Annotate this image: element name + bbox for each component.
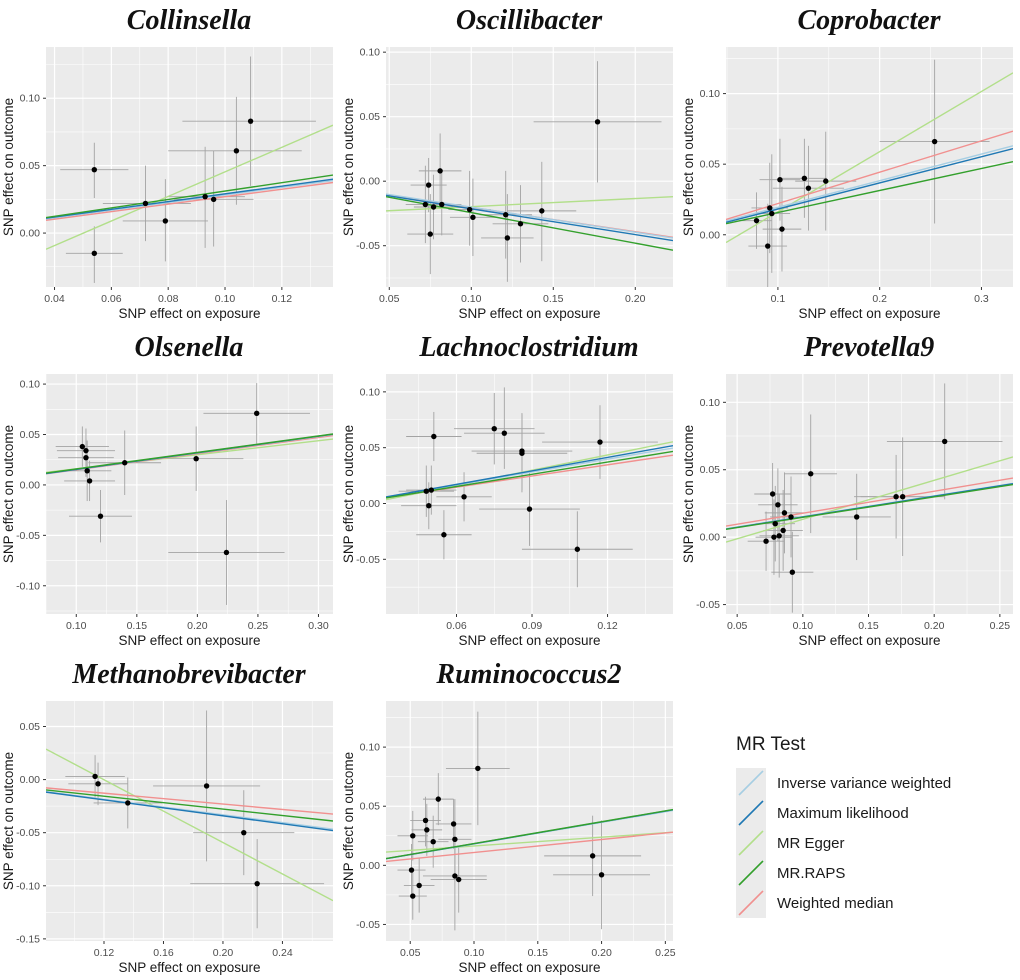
data-point [527,506,532,511]
legend-swatch [736,888,766,918]
data-point [467,207,472,212]
legend-swatch [736,858,766,888]
legend-item [736,798,1020,828]
data-point [802,176,807,181]
chart-canvas [340,42,680,326]
x-tick-label: 0.15 [126,620,148,632]
data-point [83,455,88,460]
y-tick-label: 0.00 [699,531,720,544]
x-tick-label: 0.12 [271,293,293,305]
y-tick-label: 0.00 [359,175,380,188]
data-point [492,426,497,431]
x-tick-label: 0.24 [272,947,293,959]
x-tick-label: 0.10 [214,293,236,305]
data-point [503,212,508,217]
x-tick-label: 0.04 [44,293,65,305]
x-axis-label: SNP effect on exposure [458,960,601,975]
data-point [767,205,772,210]
x-tick-label: 0.12 [93,947,115,959]
y-tick-label: 0.10 [699,88,720,101]
y-tick-label: 0.05 [19,160,40,173]
data-point [519,451,524,456]
y-tick-label: 0.05 [699,158,720,171]
x-tick-label: 0.20 [591,947,612,959]
y-tick-label: 0.00 [19,479,40,492]
legend-item [736,828,1020,858]
plot-panel [46,701,333,941]
y-tick-label: 0.05 [699,464,720,477]
x-axis-label: SNP effect on exposure [458,306,601,321]
y-tick-label: -0.05 [16,827,40,840]
data-point [426,182,431,187]
data-point [248,118,253,123]
y-axis-label: SNP effect on outcome [341,97,356,237]
y-tick-label: 0.05 [359,111,380,124]
x-axis-label: SNP effect on exposure [118,633,261,648]
x-tick-label: 0.16 [153,947,174,959]
data-point [441,532,446,537]
y-tick-label: 0.00 [19,774,40,787]
x-tick-label: 0.12 [597,620,618,632]
y-tick-label: -0.10 [16,580,40,593]
data-point [806,185,811,190]
chart-cell [340,327,680,654]
data-point [410,833,415,838]
data-point [92,774,97,779]
data-point [575,547,580,552]
data-point [234,148,239,153]
y-tick-label: -0.05 [356,240,380,253]
data-point [436,796,441,801]
y-tick-label: 0.10 [19,378,40,391]
x-axis-label: SNP effect on exposure [118,306,261,321]
x-tick-label: 0.15 [858,620,879,632]
x-tick-label: 0.25 [655,947,676,959]
data-point [431,434,436,439]
data-point [823,178,828,183]
chart-cell [0,0,340,327]
y-axis-label: SNP effect on outcome [681,97,696,237]
x-tick-label: 0.15 [543,293,564,305]
x-tick-label: 0.15 [527,947,549,959]
data-point [763,538,768,543]
legend-items [736,768,1020,918]
legend-item-label: MR Egger [777,834,845,852]
x-tick-label: 0.25 [247,620,269,632]
legend-item-label: Maximum likelihood [777,804,909,822]
y-tick-label: -0.10 [16,880,40,893]
data-point [777,177,782,182]
chart-cell [340,654,680,980]
y-tick-label: 0.00 [19,227,40,240]
data-point [788,514,793,519]
data-point [505,235,510,240]
y-tick-label: -0.15 [16,933,40,946]
data-point [92,251,97,256]
data-point [416,883,421,888]
y-tick-label: -0.05 [16,529,40,542]
data-point [932,139,937,144]
y-axis-label: SNP effect on outcome [1,751,16,891]
data-point [854,514,859,519]
data-point [80,444,85,449]
y-tick-label: 0.05 [19,720,40,733]
legend-item-label: Inverse variance weighted [777,774,952,792]
chart-cell [680,0,1020,327]
chart-cell [340,0,680,327]
y-tick-label: 0.05 [359,800,380,813]
legend-swatch [736,768,766,798]
y-axis-label: SNP effect on outcome [1,97,16,237]
data-point [409,867,414,872]
y-tick-label: -0.05 [356,918,380,931]
chart-cell [0,327,340,654]
legend-item-label: MR.RAPS [777,864,846,882]
data-point [122,460,127,465]
y-tick-label: 0.10 [359,386,380,399]
y-tick-label: 0.00 [699,229,720,242]
plot-panel [386,701,673,941]
data-point [502,430,507,435]
data-point [430,839,435,844]
x-tick-label: 0.10 [461,293,482,305]
data-point [780,528,785,533]
data-point [599,872,604,877]
legend-swatch [736,828,766,858]
x-tick-label: 0.08 [157,293,179,305]
data-point [782,510,787,515]
chart-cell [680,327,1020,654]
legend-item [736,768,1020,798]
x-tick-label: 0.2 [872,293,887,305]
chart-title: Lachnoclostridium [419,332,639,363]
y-axis-label: SNP effect on outcome [1,424,16,564]
chart-canvas [0,696,340,980]
data-point [211,197,216,202]
data-point [769,211,774,216]
x-tick-label: 0.06 [446,620,467,632]
chart-title: Methanobrevibacter [72,659,306,690]
x-axis-label: SNP effect on exposure [798,633,941,648]
plot-panel [46,47,333,287]
data-point [224,550,229,555]
data-point [424,489,429,494]
data-point [202,194,207,199]
data-point [428,231,433,236]
data-point [597,439,602,444]
x-axis-label: SNP effect on exposure [798,306,941,321]
data-point [942,439,947,444]
data-point [771,534,776,539]
y-tick-label: 0.10 [359,46,380,59]
y-tick-label: 0.00 [359,497,380,510]
x-tick-label: 0.10 [463,947,485,959]
data-point [241,830,246,835]
chart-cell [0,654,340,980]
y-axis-label: SNP effect on outcome [341,751,356,891]
data-point [424,827,429,832]
data-point [452,837,457,842]
data-point [254,411,259,416]
data-point [439,202,444,207]
x-tick-label: 0.10 [792,620,814,632]
data-point [451,821,456,826]
chart-canvas [680,369,1020,653]
chart-title: Prevotella9 [803,332,935,363]
y-axis-label: SNP effect on outcome [681,424,696,564]
data-point [776,533,781,538]
chart-title: Coprobacter [797,5,941,36]
data-point [770,491,775,496]
data-point [590,853,595,858]
data-point [143,201,148,206]
chart-title: Ruminococcus2 [436,659,622,690]
data-point [461,494,466,499]
data-point [254,881,259,886]
data-point [204,783,209,788]
legend-item-label: Weighted median [777,894,894,912]
data-point [900,494,905,499]
x-tick-label: 0.20 [923,620,945,632]
chart-canvas [340,696,680,980]
data-point [765,243,770,248]
chart-title: Olsenella [134,332,244,363]
chart-canvas [0,42,340,326]
data-point [410,893,415,898]
legend-swatch [736,798,766,828]
y-tick-label: 0.10 [19,92,40,105]
x-tick-label: 0.09 [521,620,543,632]
data-point [163,218,168,223]
data-point [893,494,898,499]
data-point [426,503,431,508]
data-point [84,468,89,473]
data-point [470,215,475,220]
data-point [92,167,97,172]
x-tick-label: 0.20 [625,293,646,305]
data-point [475,766,480,771]
data-point [423,202,428,207]
data-point [95,781,100,786]
data-point [437,168,442,173]
chart-canvas [340,369,680,653]
legend-item [736,888,1020,918]
legend [680,654,1020,980]
x-tick-label: 0.20 [187,620,208,632]
data-point [423,818,428,823]
x-tick-label: 0.05 [726,620,748,632]
data-point [539,208,544,213]
data-point [790,570,795,575]
chart-title: Oscillibacter [455,5,603,36]
data-point [773,521,778,526]
y-axis-label: SNP effect on outcome [341,424,356,564]
chart-title: Collinsella [126,5,252,36]
data-point [87,478,92,483]
legend-title: MR Test [736,734,806,755]
data-point [98,513,103,518]
x-axis-label: SNP effect on exposure [118,960,261,975]
data-point [808,471,813,476]
chart-canvas [0,369,340,653]
y-tick-label: -0.05 [696,599,720,612]
x-tick-label: 0.05 [379,293,400,305]
y-tick-label: -0.05 [356,553,380,566]
data-point [125,800,130,805]
x-tick-label: 0.30 [308,620,329,632]
x-tick-label: 0.20 [212,947,234,959]
data-point [595,119,600,124]
x-tick-label: 0.25 [989,620,1011,632]
data-point [431,204,436,209]
data-point [429,487,434,492]
legend-item [736,858,1020,888]
x-tick-label: 0.1 [770,293,786,305]
y-tick-label: 0.10 [359,741,380,754]
plot-panel [46,374,333,614]
data-point [775,502,780,507]
y-tick-label: 0.05 [359,442,380,455]
data-point [518,221,523,226]
x-tick-label: 0.05 [400,947,421,959]
x-tick-label: 0.3 [974,293,989,305]
data-point [83,448,88,453]
x-tick-label: 0.06 [101,293,122,305]
x-tick-label: 0.10 [66,620,87,632]
x-axis-label: SNP effect on exposure [458,633,601,648]
data-point [754,218,759,223]
data-point [456,877,461,882]
y-tick-label: 0.10 [699,396,720,409]
chart-canvas [680,42,1020,326]
plot-panel [726,47,1013,287]
data-point [193,456,198,461]
y-tick-label: 0.00 [359,859,380,872]
y-tick-label: 0.05 [19,429,40,442]
data-point [779,226,784,231]
